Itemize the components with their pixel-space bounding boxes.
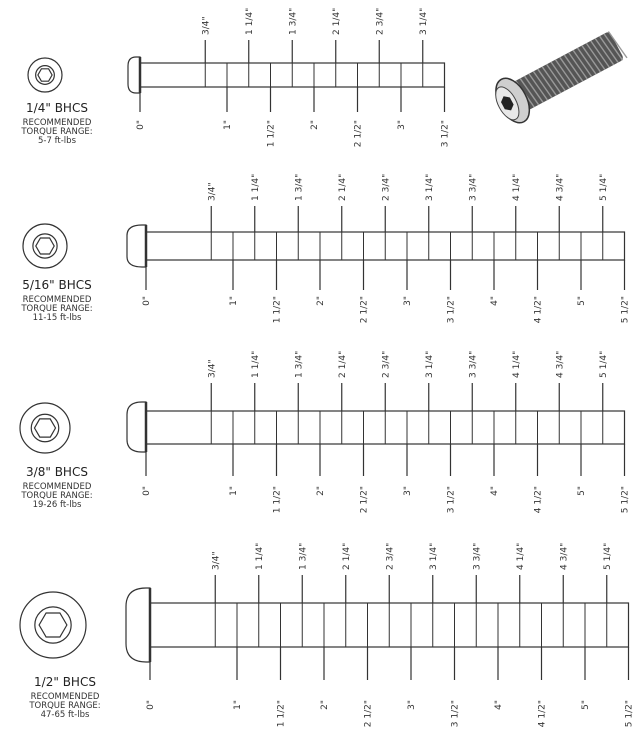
length-label-top: 1 3/4": [288, 7, 299, 35]
length-label-top: 2 1/4": [337, 173, 348, 201]
length-label-bottom: 5 1/2": [620, 486, 631, 514]
length-label-top: 2 3/4": [375, 7, 386, 35]
length-label-top: 3/4": [207, 182, 218, 201]
hex-socket-icon: [35, 419, 56, 437]
length-label-top: 3 1/4": [424, 173, 435, 201]
length-label-bottom: 1": [233, 700, 243, 710]
bolt-row: [20, 174, 630, 323]
length-label-bottom: 2": [310, 120, 320, 130]
length-label-top: 4 1/4": [511, 173, 522, 201]
length-label-bottom: 5": [581, 700, 591, 710]
bolt-head-end-view: [20, 403, 70, 453]
length-label-top: 2 3/4": [381, 173, 392, 201]
length-label-top: 4 1/4": [511, 350, 522, 378]
length-label-top: 5 1/4": [602, 542, 613, 570]
length-label-top: 2 1/4": [331, 7, 342, 35]
length-label-bottom: 1 1/2": [272, 296, 283, 324]
length-label-bottom: 0": [146, 700, 156, 710]
length-label-top: 1 3/4": [298, 542, 309, 570]
length-label-bottom: 5 1/2": [620, 296, 631, 324]
length-label-bottom: 3 1/2": [450, 700, 461, 728]
length-label-top: 3 3/4": [468, 173, 479, 201]
length-label-top: 3/4": [207, 359, 218, 378]
bolt-size-label: 5/16" BHCS: [22, 278, 92, 292]
length-label-bottom: 2 1/2": [353, 120, 364, 148]
length-label-top: 1 3/4": [294, 350, 305, 378]
length-label-top: 5 1/4": [598, 173, 609, 201]
length-label-top: 3 1/4": [428, 542, 439, 570]
length-label-top: 2 1/4": [341, 542, 352, 570]
hex-socket-icon: [39, 613, 67, 637]
length-label-top: 4 1/4": [515, 542, 526, 570]
hex-socket-icon: [38, 69, 52, 81]
length-label-top: 1 1/4": [244, 7, 255, 35]
bolt-size-label: 3/8" BHCS: [26, 465, 88, 479]
length-label-top: 4 3/4": [555, 173, 566, 201]
length-label-bottom: 3 1/2": [446, 296, 457, 324]
length-label-bottom: 4 1/2": [533, 296, 544, 324]
length-label-bottom: 4": [490, 486, 500, 496]
length-label-top: 3 1/4": [418, 7, 429, 35]
bolt-size-label: 1/4" BHCS: [26, 101, 88, 115]
length-label-bottom: 2": [316, 296, 326, 306]
length-label-top: 1 1/4": [250, 173, 261, 201]
bolt-row: [20, 351, 631, 513]
torque-value: 47-65 ft-lbs: [40, 710, 90, 720]
length-label-bottom: 2 1/2": [359, 296, 370, 324]
torque-label: RECOMMENDED: [22, 118, 92, 128]
length-label-bottom: 5": [577, 486, 587, 496]
length-label-top: 4 3/4": [555, 350, 566, 378]
length-label-bottom: 4": [490, 296, 500, 306]
length-label-top: 5 1/4": [598, 350, 609, 378]
length-label-top: 1 1/4": [250, 350, 261, 378]
bolt-row: [20, 8, 450, 147]
length-label-top: 3/4": [211, 551, 222, 570]
length-label-bottom: 4 1/2": [537, 700, 548, 728]
torque-label: RECOMMENDED: [22, 295, 92, 305]
length-label-bottom: 2 1/2": [359, 486, 370, 514]
torque-value: 11-15 ft-lbs: [32, 313, 82, 323]
length-label-top: 1 1/4": [254, 542, 265, 570]
length-label-bottom: 2": [316, 486, 326, 496]
length-label-bottom: 2 1/2": [363, 700, 374, 728]
bolt-head-side: [126, 588, 150, 662]
length-label-bottom: 3": [403, 296, 413, 306]
socket-circle: [35, 607, 71, 643]
length-label-bottom: 3": [403, 486, 413, 496]
bolt-head-side: [128, 57, 140, 93]
length-label-bottom: 1 1/2": [266, 120, 277, 148]
length-label-top: 1 3/4": [294, 173, 305, 201]
length-label-bottom: 3": [397, 120, 407, 130]
bolt-head-end-view: [23, 224, 67, 268]
torque-label: RECOMMENDED: [22, 482, 92, 492]
bolt-head-end-view: [28, 58, 62, 92]
length-label-bottom: 5": [577, 296, 587, 306]
torque-label: RECOMMENDED: [30, 692, 100, 702]
length-label-bottom: 1": [223, 120, 233, 130]
bolt-head-side: [127, 225, 146, 267]
length-label-top: 3 3/4": [472, 542, 483, 570]
length-label-bottom: 3 1/2": [440, 120, 451, 148]
bolt-head-side: [127, 402, 146, 452]
length-label-bottom: 3 1/2": [446, 486, 457, 514]
torque-label: TORQUE RANGE:: [29, 701, 101, 711]
length-label-bottom: 3": [407, 700, 417, 710]
torque-label: TORQUE RANGE:: [21, 127, 93, 137]
length-label-top: 2 3/4": [385, 542, 396, 570]
length-label-bottom: 1": [229, 486, 239, 496]
bolt-size-label: 1/2" BHCS: [34, 675, 96, 689]
length-label-bottom: 4 1/2": [533, 486, 544, 514]
length-label-bottom: 1 1/2": [276, 700, 287, 728]
torque-label: TORQUE RANGE:: [21, 491, 93, 501]
length-label-top: 3 1/4": [424, 350, 435, 378]
length-label-bottom: 0": [136, 120, 146, 130]
length-label-top: 2 3/4": [381, 350, 392, 378]
length-label-bottom: 4": [494, 700, 504, 710]
torque-label: TORQUE RANGE:: [21, 304, 93, 314]
length-label-top: 3 3/4": [468, 350, 479, 378]
torque-value: 5-7 ft-lbs: [37, 136, 77, 146]
bolt-row: [20, 543, 635, 727]
length-label-top: 4 3/4": [559, 542, 570, 570]
bolt-illustration: [488, 23, 631, 129]
length-label-bottom: 2": [320, 700, 330, 710]
hex-socket-icon: [36, 238, 54, 254]
length-label-top: 2 1/4": [337, 350, 348, 378]
torque-value: 19-26 ft-lbs: [32, 500, 82, 510]
length-label-top: 3/4": [201, 16, 212, 35]
length-label-bottom: 0": [142, 296, 152, 306]
length-label-bottom: 1": [229, 296, 239, 306]
bolt-head-end-view: [20, 592, 86, 658]
length-label-bottom: 0": [142, 486, 152, 496]
length-label-bottom: 1 1/2": [272, 486, 283, 514]
length-label-bottom: 5 1/2": [624, 700, 635, 728]
